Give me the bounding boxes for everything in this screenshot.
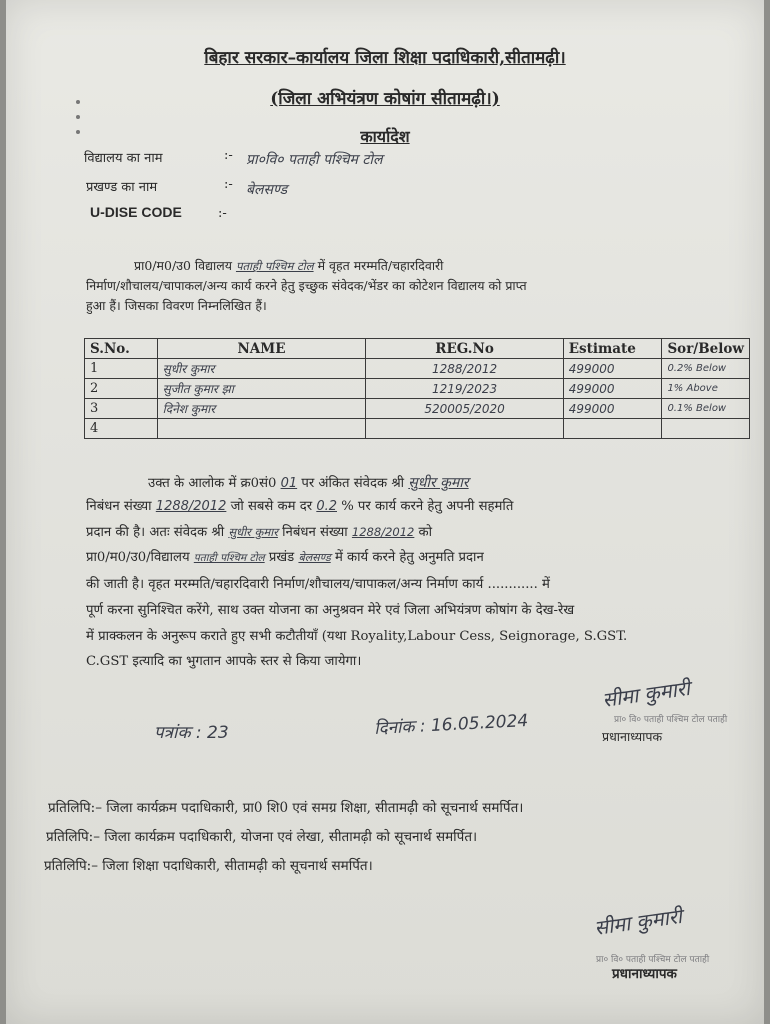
cell-estimate: 499000: [563, 359, 662, 379]
rate-handwritten: 0.2: [316, 499, 337, 514]
footer-signature: सीमा कुमारी: [592, 903, 684, 941]
school-name-label: विद्यालय का नाम: [84, 151, 163, 166]
order-line-5: की जाती है। वृहत मरम्मति/चहारदिवारी निर्माण/शौचालय/चापाकल/अन्य निर्माण कार्य ............ में: [86, 577, 550, 592]
order-line-8: C.GST इत्यादि का भुगतान आपके स्तर से किया जायेगा।: [86, 654, 362, 669]
header-cell-line: (जिला अभियंत्रण कोषांग सीतामढ़ी।): [270, 89, 500, 109]
intro-school-types: प्रा0/म0/उ0 विद्यालय: [134, 258, 232, 273]
table-row: [85, 359, 750, 379]
cell-regno: 1288/2012: [366, 359, 563, 379]
contractor-name-handwritten: सुधीर कुमार: [228, 525, 278, 539]
quotation-table: [84, 338, 750, 439]
intro-line-2: निर्माण/शौचालय/चापाकल/अन्य कार्य करने हेतु इच्छुक संवेदक/भेंडर का कोटेशन विद्यालय को प्राप्त: [86, 278, 527, 293]
table-row: [85, 379, 750, 399]
letter-number-handwritten: पत्रांक : 23: [154, 723, 229, 743]
copy-line-3: प्रतिलिपि:– जिला शिक्षा पदाधिकारी, सीतामढ़ी को सूचनार्थ समर्पित।: [44, 858, 373, 874]
headmaster-designation: प्रधानाध्यापक: [602, 729, 663, 744]
order-text: पर अंकित संवेदक श्री: [301, 476, 405, 491]
col-name: NAME: [157, 339, 366, 359]
cell-name: दिनेश कुमार: [157, 399, 366, 419]
cell-estimate: 499000: [563, 399, 662, 419]
block-name-label: प्रखण्ड का नाम: [86, 180, 158, 195]
headmaster-signature: सीमा कुमारी: [600, 675, 692, 713]
cell-sno: 4: [85, 419, 158, 439]
cell-regno: 1219/2023: [366, 379, 563, 399]
cell-sor: 0.1% Below: [662, 399, 750, 419]
col-sor-below: Sor/Below: [662, 339, 750, 359]
cell-regno: [366, 419, 563, 439]
header-office-line: बिहार सरकार–कार्यालय जिला शिक्षा पदाधिकारी,सीतामढ़ी।: [204, 48, 566, 68]
copy-line-2: प्रतिलिपि:– जिला कार्यक्रम पदाधिकारी, योजना एवं लेखा, सीतामढ़ी को सूचनार्थ समर्पित।: [46, 829, 478, 845]
order-text: प्रखंड: [268, 550, 295, 565]
cell-estimate: [563, 419, 662, 439]
document-page: [6, 0, 764, 1024]
order-text: में कार्य करने हेतु अनुमति प्रदान: [334, 550, 484, 565]
contractor-name-handwritten: सुधीर कुमार: [408, 475, 469, 491]
registration-number-handwritten: 1288/2012: [155, 499, 227, 514]
cell-name: सुजीत कुमार झा: [157, 379, 366, 399]
registration-number-handwritten: 1288/2012: [351, 525, 415, 539]
intro-line-3: हुआ हैं। जिसका विवरण निम्नलिखित हैं।: [86, 298, 267, 313]
cell-estimate: 499000: [563, 379, 662, 399]
order-text: निबंधन संख्या: [86, 499, 152, 514]
order-text: प्रा0/म0/उ0/विद्यालय: [86, 550, 190, 565]
school-name-separator: :-: [224, 148, 233, 163]
table-row: [85, 399, 750, 419]
col-regno: REG.No: [366, 339, 563, 359]
order-line-2: [86, 500, 513, 513]
cell-sor: [662, 419, 750, 439]
intro-school-handwritten: पताही पश्चिम टोल: [235, 259, 314, 273]
order-line-3: [86, 526, 432, 539]
order-line-6: पूर्ण करना सुनिश्चित करेंगे, साथ उक्त योजना का अनुश्रवन मेरे एवं जिला अभियंत्रण कोषांग के देख-रेख: [86, 603, 575, 618]
order-line-4: [86, 551, 484, 564]
block-name-value: बेलसण्ड: [246, 182, 288, 198]
order-serial-handwritten: 01: [280, 476, 298, 491]
footer-stamp-text: प्रा० वि० पताही पश्चिम टोल पताही: [596, 955, 710, 965]
school-name-value: प्रा०वि० पताही पश्चिम टोल: [246, 152, 383, 168]
order-line-7: में प्राक्कलन के अनुरूप कराते हुए सभी कटौतीयाँ (यथा Royality,Labour Cess, Seignorage, S.GST.: [86, 629, 628, 644]
order-text: को: [418, 525, 433, 540]
cell-sno: 3: [85, 399, 158, 419]
order-text: जो सबसे कम दर: [230, 499, 313, 514]
document-title: कार्यादेश: [360, 127, 410, 146]
col-sno: S.No.: [85, 339, 158, 359]
school-name-handwritten: पताही पश्चिम टोल: [193, 552, 265, 564]
table-header-row: [85, 339, 750, 359]
udise-code-separator: :-: [218, 206, 227, 221]
cell-name: सुधीर कुमार: [157, 359, 366, 379]
block-name-handwritten: बेलसण्ड: [298, 551, 331, 564]
intro-line-1: [134, 257, 443, 274]
intro-work-types: में वृहत मरम्मति/चहारदिवारी: [317, 258, 444, 273]
cell-sno: 1: [85, 359, 158, 379]
date-handwritten: दिनांक : 16.05.2024: [373, 710, 529, 740]
footer-designation: प्रधानाध्यापक: [612, 966, 677, 982]
order-line-1: [148, 476, 469, 490]
school-stamp-text: प्रा० वि० पताही पश्चिम टोल पताही: [614, 715, 728, 725]
cell-regno: 520005/2020: [366, 399, 563, 419]
cell-sor: 1% Above: [662, 379, 750, 399]
col-estimate: Estimate: [563, 339, 662, 359]
order-text: निबंधन संख्या: [282, 525, 348, 540]
order-text: प्रदान की है। अतः संवेदक श्री: [86, 525, 225, 540]
copy-line-1: प्रतिलिपि:– जिला कार्यक्रम पदाधिकारी, प्रा0 शि0 एवं समग्र शिक्षा, सीतामढ़ी को सूचनार्थ समर्पित।: [48, 800, 524, 816]
cell-name: [157, 419, 366, 439]
block-name-separator: :-: [224, 177, 233, 192]
order-text: % पर कार्य करने हेतु अपनी सहमति: [341, 499, 514, 514]
cell-sor: 0.2% Below: [662, 359, 750, 379]
udise-code-label: U-DISE CODE: [90, 204, 182, 220]
cell-sno: 2: [85, 379, 158, 399]
order-text: उक्त के आलोक में क्र0सं0: [148, 476, 277, 491]
table-row: [85, 419, 750, 439]
